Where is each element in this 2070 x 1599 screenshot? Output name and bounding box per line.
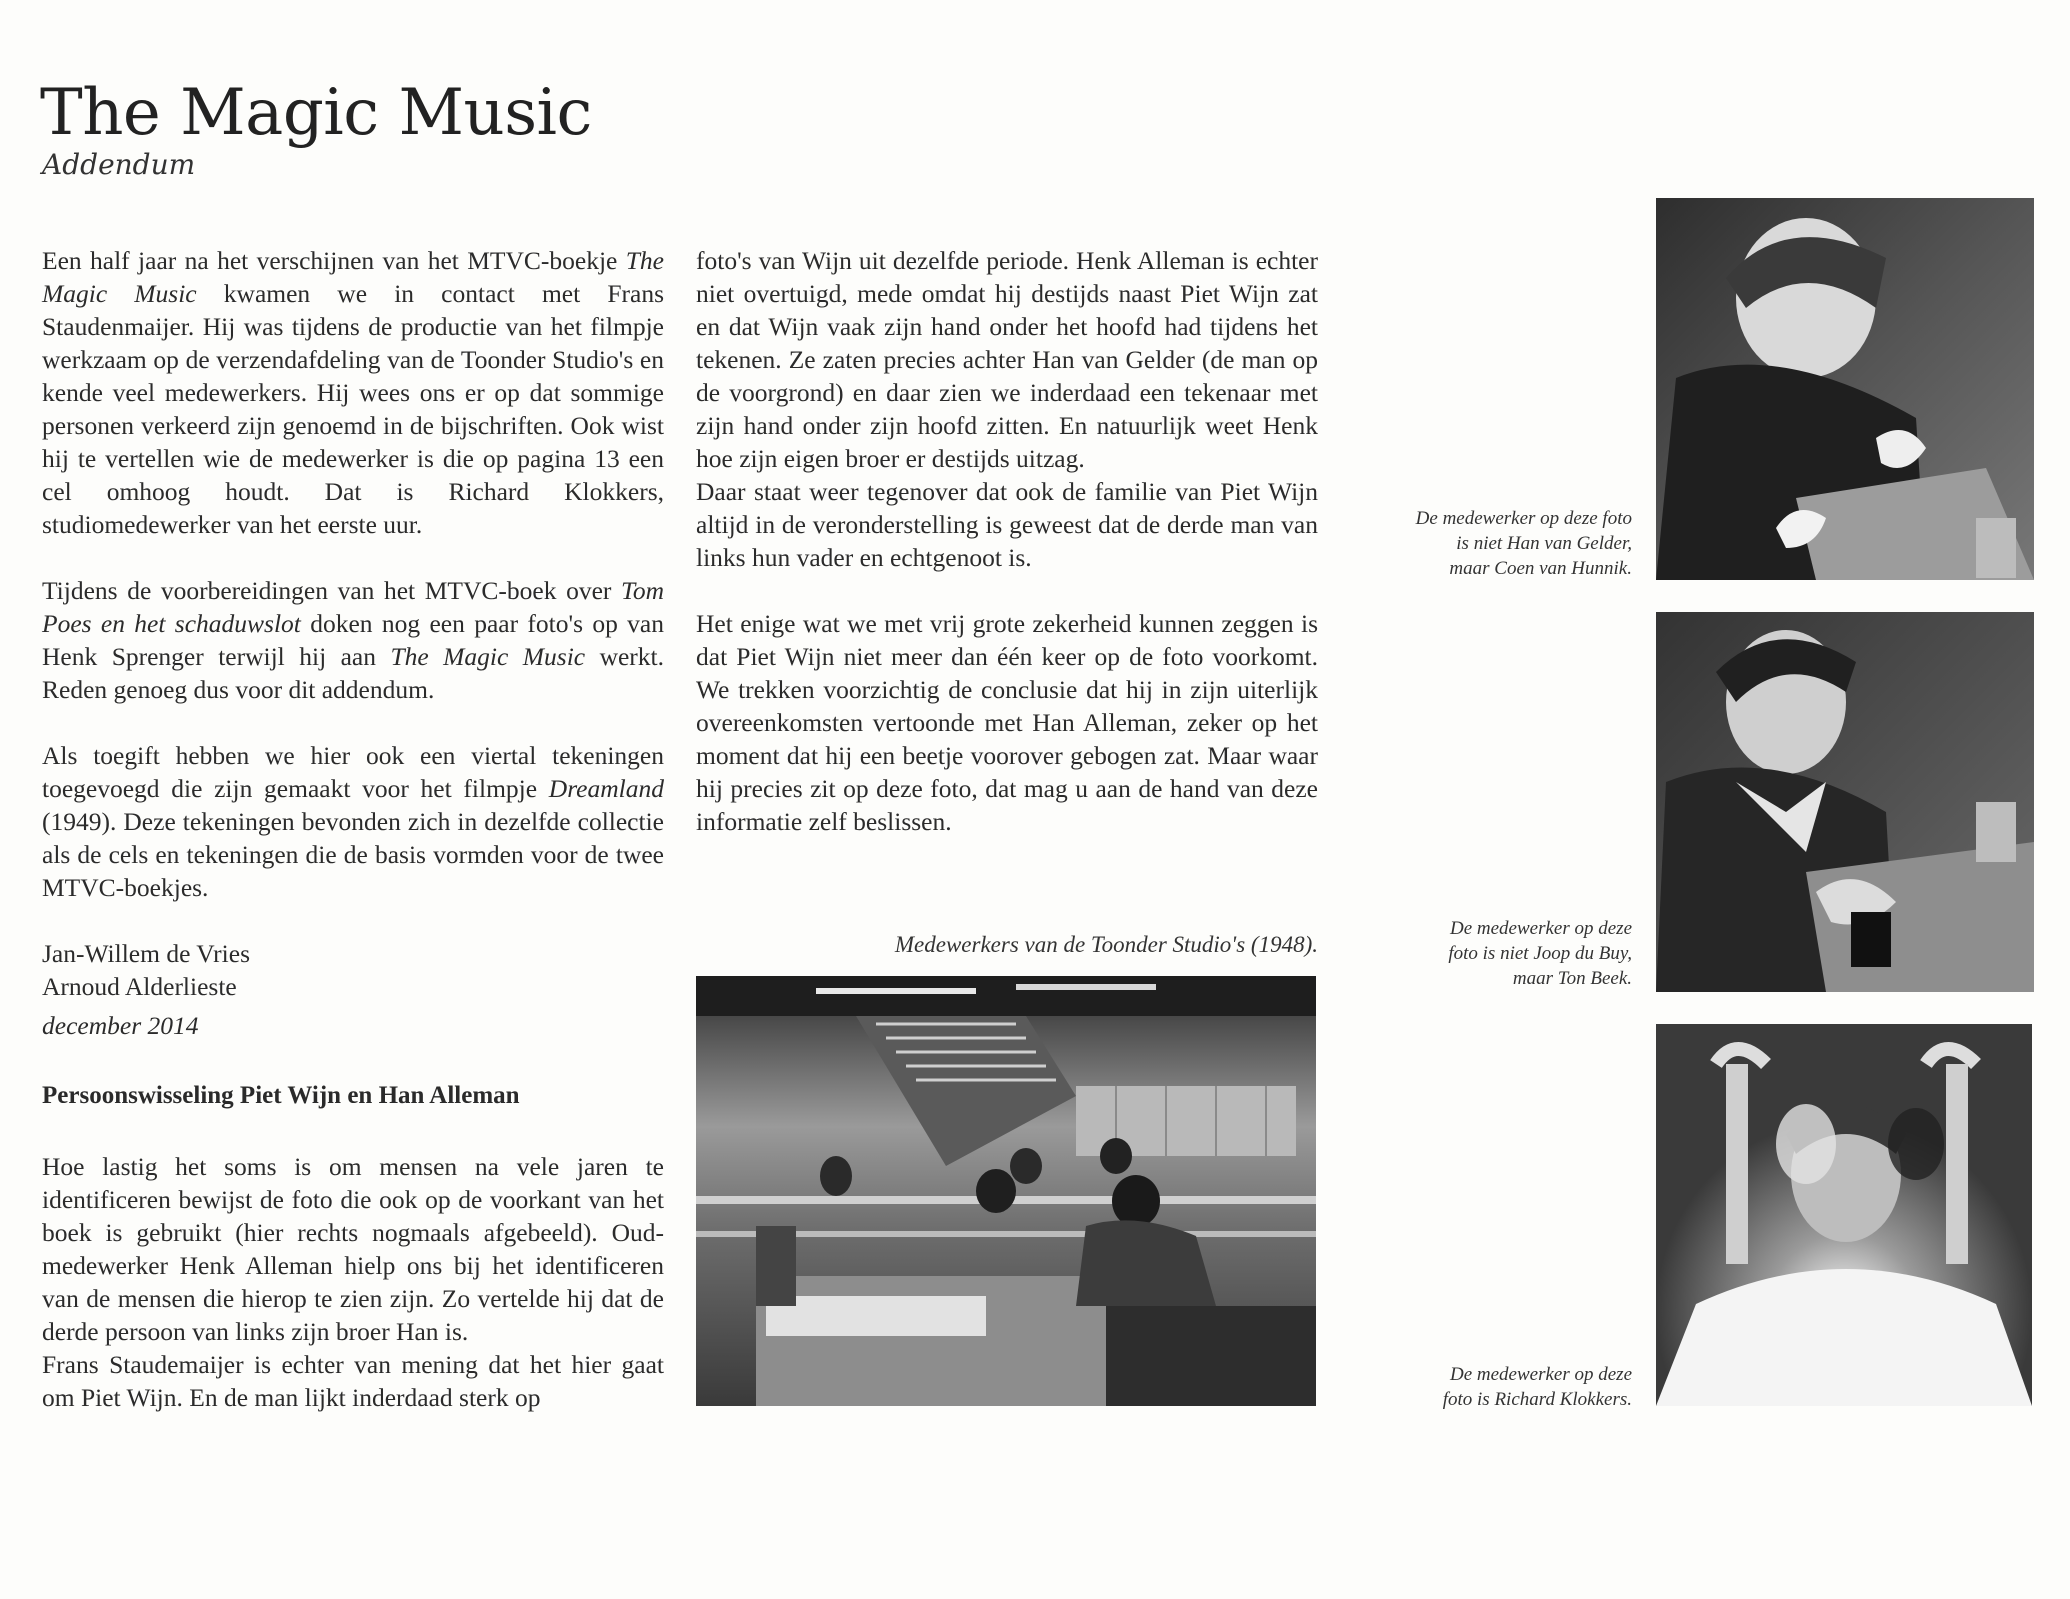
intro-paragraph-1: Een half jaar na het verschijnen van het MTVC-boekje The Magic Music kwamen we in contact met Frans Staudenmaijer. Hij was tijdens de productie van het filmpje werkzaam op de verzendafdeling van de Toonder Studio's en kende veel medewerkers. Hij wees ons er op dat sommige personen verkeerd zijn genoemd in de bijschriften. Ook wist hij te vertellen wie de medewerker is die op pagina 13 een cel omhoog houdt. Dat is Richard Klokkers, studiomedewerker van het eerste uur. (42, 246, 665, 539)
page-title: The Magic Music (40, 76, 592, 150)
col2-paragraph-3: Het enige wat we met vrij grote zekerheid kunnen zeggen is dat Piet Wijn niet meer dan één keer op de foto voorkomt. We trekken voorzichtig de conclusie dat hij in zijn uiterlijk overeenkomsten vertoonde met Han Alleman, zeker op het moment dat hij een beetje voorover gebogen zat. Maar waar hij precies zit op deze foto, dat mag u aan de hand van deze informatie zelf beslissen. (696, 609, 1318, 836)
intro-paragraph-3: Als toegift hebben we hier ook een viertal tekeningen toegevoegd die zijn gemaakt voor het filmpje Dreamland (1949). Deze tekeningen bevonden zich in dezelfde collectie als de cels en tekeningen die de basis vormden voor de twee MTVC-boekjes. (42, 741, 664, 902)
section-paragraph-2: Frans Staudemaijer is echter van mening dat het hier gaat om Piet Wijn. En de man lijkt inderdaad sterk op (42, 1350, 664, 1412)
author-name: Jan-Willem de Vries (42, 939, 250, 968)
studio-photo (696, 976, 1316, 1406)
side-photo-3 (1656, 1024, 2032, 1406)
intro-paragraph-2: Tijdens de voorbereidingen van het MTVC-boek over Tom Poes en het schaduwslot doken nog een paar foto's op van Henk Sprenger terwijl hij aan The Magic Music werkt. Reden genoeg dus voor dit addendum. (42, 576, 665, 704)
section-body (42, 1150, 664, 1414)
signature-date: december 2014 (42, 1011, 199, 1040)
section-heading: Persoonswisseling Piet Wijn en Han Alleman (42, 1082, 520, 1109)
side-caption-3: De medewerker op deze foto is Richard Klokkers. (1442, 1364, 1632, 1410)
side-photo-1-image (1656, 198, 2034, 580)
col2-paragraph-2: Daar staat weer tegenover dat ook de familie van Piet Wijn altijd in de veronderstelling is geweest dat de derde man van links hun vader en echtgenoot is. (696, 477, 1318, 572)
intro-column (42, 244, 664, 1042)
main-photo-caption: Medewerkers van de Toonder Studio's (1948). (894, 932, 1318, 957)
section-paragraph-1: Hoe lastig het soms is om mensen na vele jaren te identificeren bewijst de foto die ook op de voorkant van het boek is gebruikt (hier rechts nogmaals afgebeeld). Oud-medewerker Henk Alleman hielp ons bij het identificeren van de mensen die hierop te zien zijn. Zo vertelde hij dat de derde persoon van links zijn broer Han is. (42, 1152, 664, 1346)
side-photo-3-image (1656, 1024, 2032, 1406)
author-name: Arnoud Alderlieste (42, 972, 237, 1001)
side-photo-1 (1656, 198, 2034, 580)
side-photo-2 (1656, 612, 2034, 992)
page-subtitle: Addendum (42, 148, 196, 181)
studio-photo-image (696, 976, 1316, 1406)
second-column (696, 244, 1318, 838)
side-caption-2: De medewerker op deze foto is niet Joop du Buy, maar Ton Beek. (1448, 918, 1632, 989)
side-photo-2-image (1656, 612, 2034, 992)
side-caption-1: De medewerker op deze foto is niet Han van Gelder, maar Coen van Hunnik. (1415, 508, 1632, 579)
col2-paragraph-1: foto's van Wijn uit dezelfde periode. Henk Alleman is echter niet overtuigd, mede omdat hij destijds naast Piet Wijn zat en dat Wijn vaak zijn hand onder het hoofd had tijdens het tekenen. Ze zaten precies achter Han van Gelder (de man op de voorgrond) en daar zien we inderdaad een tekenaar met zijn hand onder zijn hoofd zitten. En natuurlijk weet Henk hoe zijn eigen broer er destijds uitzag. (696, 246, 1318, 473)
